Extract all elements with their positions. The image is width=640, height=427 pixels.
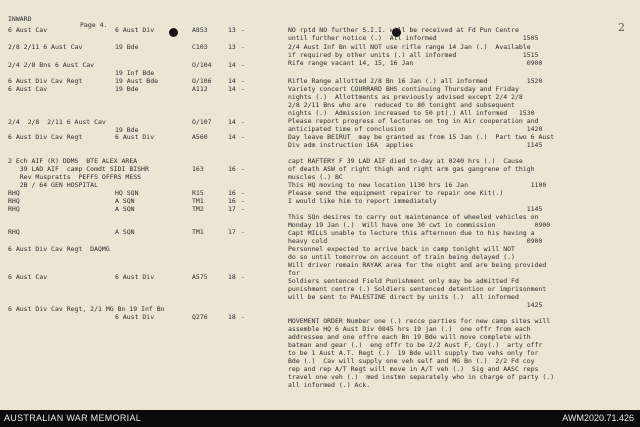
message-line: Please send the equipment repairer to repair one Kit(.): [288, 189, 504, 197]
row-dash: -: [241, 43, 245, 51]
page-number: Page 4.: [80, 21, 108, 29]
row-mid: HQ SQN: [115, 189, 139, 197]
row-num: 16: [228, 197, 236, 205]
row-left: 6 Aust Div Cav Regt: [8, 77, 83, 85]
message-line: assemble HQ 6 Aust Div 0845 hrs 19 jan (.) one offr from each: [288, 325, 531, 333]
message-line: 2/4 Aust Inf Bn will NOT use rifle range 14 Jan (.) Available: [288, 43, 531, 51]
footer-accession: AWM2020.71.426: [562, 413, 634, 423]
message-line: MOVEMENT ORDER Number one (.) recce parties for new camp sites will: [288, 317, 551, 325]
row-left: 2B / 64 GEN HOSPITAL: [8, 181, 99, 189]
message-line: 1145: [288, 205, 543, 213]
footer-bar: [0, 410, 640, 427]
row-num: 18: [228, 273, 236, 281]
message-line: for: [288, 269, 300, 277]
row-ref: O/104: [192, 61, 212, 69]
message-line: Variety concert COURRARD BHS continuing Thursday and Friday: [288, 85, 519, 93]
row-dash: -: [241, 133, 245, 141]
row-left: 2/4 2/8 Bns 6 Aust Cav: [8, 61, 95, 69]
row-mid: 6 Aust Div: [115, 26, 155, 34]
row-left: 6 Aust Cav: [8, 85, 48, 93]
row-num: 16: [228, 189, 236, 197]
row-ref: A560: [192, 133, 208, 141]
row-mid: 6 Aust Div: [115, 273, 155, 281]
row-mid: 19 Bde: [115, 126, 139, 134]
row-mid: 19 Inf Bde: [115, 69, 155, 77]
row-left: 39 LAD AIF camp Comdt SIDI BISHR: [8, 165, 149, 173]
message-line: Personnel expected to arrive back in camp tonight will NOT: [288, 245, 515, 253]
row-ref: TM1: [192, 228, 204, 236]
row-dash: -: [241, 26, 245, 34]
message-line: NO rptd NO further S.I.I. will be received at Fd Pun Centre: [288, 26, 519, 34]
message-line: nights (.) Admission increased to 50 pt(.) All informed 1530: [288, 109, 535, 117]
row-dash: -: [241, 273, 245, 281]
message-line: Will driver remain RAYAK area for the night and are being provided: [288, 261, 547, 269]
row-mid: A SQN: [115, 197, 135, 205]
message-line: Rifle Range allotted 2/8 Bn 16 Jan (.) all informed 1520: [288, 77, 543, 85]
row-ref: A853: [192, 26, 208, 34]
punch-hole: [169, 28, 178, 37]
row-num: 14: [228, 133, 236, 141]
message-line: rep and rep A/T Regt will move in A/T veh (.) Sig and AASC reps: [288, 365, 539, 373]
row-dash: -: [241, 165, 245, 173]
row-ref: TM1: [192, 197, 204, 205]
message-line: do so until tomorrow on account of train being delayed (.): [288, 253, 515, 261]
row-left: RHQ: [8, 197, 20, 205]
message-line: Soldiers sentenced Field Punishment only may be admitted Fd: [288, 277, 519, 285]
row-left: 2 Ech AIF (R) DDMS BTE ALEX AREA: [8, 157, 138, 165]
row-mid: 6 Aust Div: [115, 133, 155, 141]
message-line: of death ASW of right thigh and right arm gas gangrene of thigh: [288, 165, 535, 173]
row-ref: O/107: [192, 118, 212, 126]
message-line: until further notice (.) All informed 1505: [288, 34, 539, 42]
row-dash: -: [241, 77, 245, 85]
message-line: 1425: [288, 301, 543, 309]
row-num: 14: [228, 61, 236, 69]
message-line: batman and gear (.) eng offr to be 2/2 Aust F, Coy(.) arty offr: [288, 341, 543, 349]
message-line: Rife range vacant 14, 15, 16 Jan 0900: [288, 59, 543, 67]
row-left: 6 Aust Div Cav Regt DAQMG: [8, 245, 110, 253]
row-dash: -: [241, 228, 245, 236]
message-line: Bde (.) Cav will supply one veh self and MG Bn (.) 2/2 Fd coy: [288, 357, 535, 365]
row-mid: 19 Bde: [115, 85, 139, 93]
row-ref: A112: [192, 85, 208, 93]
row-mid: 6 Aust Div: [115, 313, 155, 321]
message-line: Monday 19 Jan (.) Will have one 30 cwt in commission 0900: [288, 221, 551, 229]
row-left: 6 Aust Div Cav Regt, 2/1 MG Bn 19 Inf Bn: [8, 305, 165, 313]
message-line: Capt MILLS unable to lecture this afternoon due to his having a: [288, 229, 535, 237]
row-dash: -: [241, 313, 245, 321]
row-left: RHQ: [8, 189, 20, 197]
row-dash: -: [241, 189, 245, 197]
message-line: heavy cold 0900: [288, 237, 543, 245]
row-left: 6 Aust Cav: [8, 26, 48, 34]
message-line: Please report progress of lectures on tng in Air cooperation and: [288, 117, 539, 125]
row-num: 14: [228, 118, 236, 126]
page-mark: 2: [618, 21, 625, 34]
row-ref: TM2: [192, 205, 204, 213]
row-num: 13: [228, 43, 236, 51]
row-dash: -: [241, 85, 245, 93]
row-num: 14: [228, 85, 236, 93]
row-left: 2/4 2/8 2/11 6 Aust Cav: [8, 118, 106, 126]
row-num: 16: [228, 165, 236, 173]
message-line: anticipated time of conclusion 1420: [288, 125, 543, 133]
row-left: 2/8 2/11 6 Aust Cav: [8, 43, 83, 51]
row-ref: A575: [192, 273, 208, 281]
row-mid: A SQN: [115, 205, 135, 213]
row-ref: R15: [192, 189, 204, 197]
message-line: nights (.) Allottments as previously advised except 2/4 2/8: [288, 93, 523, 101]
row-left: Rev Muspratts PEFFS OFFRS MESS: [8, 173, 142, 181]
message-line: capt RAFTERY F 39 LAD AIF died to-day at 0240 hrs (.) Cause: [288, 157, 523, 165]
message-line: 2/8 2/11 Bns who are reduced to 80 tonight and subsequent: [288, 101, 515, 109]
inward-heading: INWARD: [8, 15, 32, 23]
row-dash: -: [241, 61, 245, 69]
row-dash: -: [241, 118, 245, 126]
message-line: muscles (.) BC: [288, 173, 343, 181]
row-dash: -: [241, 205, 245, 213]
message-line: This HQ moving to new location 1130 hrs 16 Jan 1100: [288, 181, 547, 189]
row-num: 17: [228, 205, 236, 213]
message-line: to be 1 Aust A.T. Regt (.) 19 Bde will supply two vehs only for: [288, 349, 539, 357]
message-line: This SQn desires to carry out maintenance of wheeled vehicles on: [288, 213, 539, 221]
row-ref: Q276: [192, 313, 208, 321]
row-mid: A SQN: [115, 228, 135, 236]
row-ref: 163: [192, 165, 204, 173]
row-ref: O/106: [192, 77, 212, 85]
footer-institution: AUSTRALIAN WAR MEMORIAL: [4, 413, 142, 423]
row-left: RHQ: [8, 228, 20, 236]
message-line: if required by other units (.) all informed 1515: [288, 51, 539, 59]
message-line: all informed (.) Ack.: [288, 381, 371, 389]
row-dash: -: [241, 197, 245, 205]
message-line: addressee and one offre each Bn 19 Bde will move complete with: [288, 333, 531, 341]
row-mid: 19 Aust Bde: [115, 77, 159, 85]
row-num: 18: [228, 313, 236, 321]
message-line: Div adm instruction 16A applies 1145: [288, 141, 543, 149]
row-num: 14: [228, 77, 236, 85]
message-line: travel one veh (.) med instmn separately who in charge of party (.): [288, 373, 555, 381]
row-ref: C103: [192, 43, 208, 51]
message-line: will be sent to PALESTINE direct by units (.) all informed: [288, 293, 519, 301]
message-line: punishment centre (.) Soldiers sentenced detention or imprisonment: [288, 285, 547, 293]
row-left: 6 Aust Div Cav Regt: [8, 133, 83, 141]
row-mid: 19 Bde: [115, 43, 139, 51]
row-num: 17: [228, 228, 236, 236]
row-num: 13: [228, 26, 236, 34]
row-left: RHQ: [8, 205, 20, 213]
row-left: 6 Aust Cav: [8, 273, 48, 281]
message-line: Day leave BEIRUT may be granted as from 15 Jan (.) Part two 6 Aust: [288, 133, 555, 141]
message-line: I would like him to report immediately: [288, 197, 437, 205]
